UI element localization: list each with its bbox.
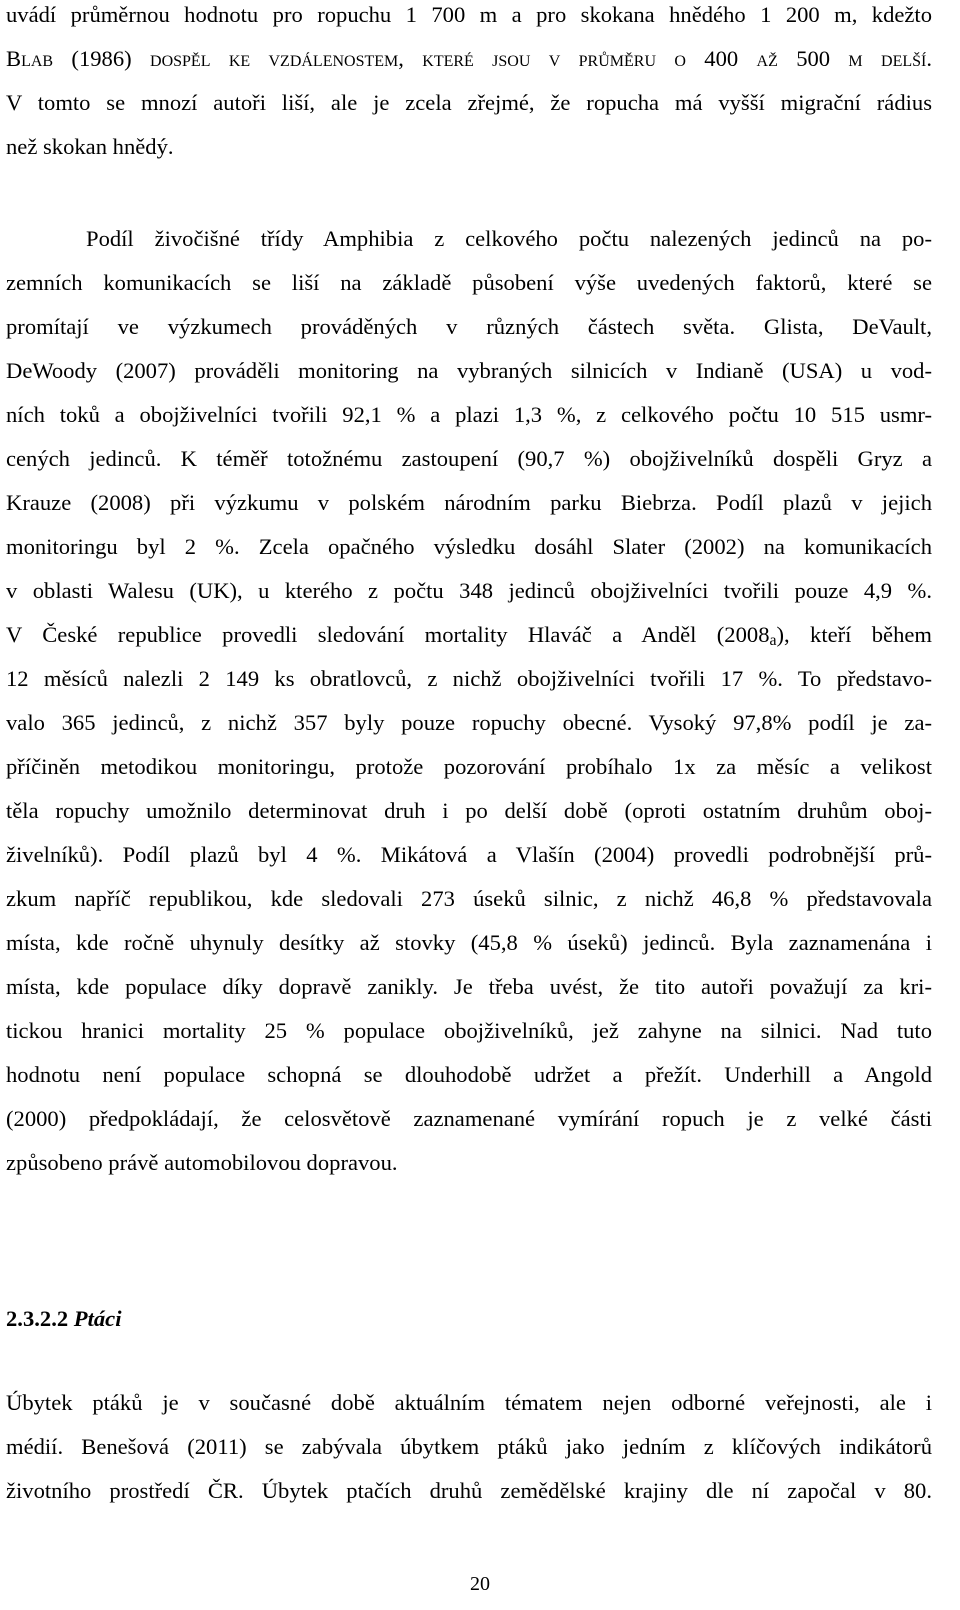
paragraph-2-line: valo 365 jedinců, z nichž 357 byly pouze ropuchy obecné. Vysoký 97,8% podíl je za- xyxy=(6,710,932,735)
line-text: V České republice provedli sledování mortality Hlaváč a Anděl (2008 xyxy=(6,622,770,647)
paragraph-3-line: Úbytek ptáků je v současné době aktuálním tématem nejen odborné veřejnosti, ale i xyxy=(6,1390,932,1415)
paragraph-2-line: příčiněn metodikou monitoringu, protože pozorování probíhalo 1x za měsíc a velikost xyxy=(6,754,932,779)
paragraph-2-line: ních toků a obojživelníci tvořili 92,1 % a plazi 1,3 %, z celkového počtu 10 515 usmr- xyxy=(6,402,932,427)
paragraph-2-line: hodnotu není populace schopná se dlouhodobě udržet a přežít. Underhill a Angold xyxy=(6,1062,932,1087)
paragraph-2-line: místa, kde ročně uhynuly desítky až stovky (45,8 % úseků) jedinců. Byla zaznamenána i xyxy=(6,930,932,955)
section-heading xyxy=(6,1306,121,1332)
paragraph-1-line: V tomto se mnozí autoři liší, ale je zcela zřejmé, že ropucha má vyšší migrační rádius xyxy=(6,90,932,115)
paragraph-2-line: zkum napříč republikou, kde sledovali 273 úseků silnic, z nichž 46,8 % představovala xyxy=(6,886,932,911)
section-title: Ptáci xyxy=(73,1306,122,1331)
line-tail: ), kteří během xyxy=(776,622,932,647)
paragraph-1-line: než skokan hnědý. xyxy=(6,134,174,159)
paragraph-2-line: Podíl živočišné třídy Amphibia z celkového počtu nalezených jedinců na po- xyxy=(86,226,932,251)
paragraph-2-line: DeWoody (2007) prováděli monitoring na vybraných silnicích v Indianě (USA) u vod- xyxy=(6,358,932,383)
paragraph-2-line: těla ropuchy umožnilo determinovat druh i po delší době (oproti ostatním druhům oboj- xyxy=(6,798,932,823)
paragraph-2-line: živelníků). Podíl plazů byl 4 %. Mikátová a Vlašín (2004) provedli podrobnější prů- xyxy=(6,842,932,867)
paragraph-3-line: médií. Benešová (2011) se zabývala úbytkem ptáků jako jedním z klíčových indikátorů xyxy=(6,1434,932,1459)
paragraph-2-line: místa, kde populace díky dopravě zanikly. Je třeba uvést, že tito autoři považují za kri- xyxy=(6,974,932,999)
paragraph-2-line: tickou hranici mortality 25 % populace obojživelníků, jež zahyne na silnici. Nad tuto xyxy=(6,1018,932,1043)
paragraph-2-line: 12 měsíců nalezli 2 149 ks obratlovců, z nichž obojživelníci tvořili 17 %. To představo- xyxy=(6,666,932,691)
paragraph-1-line: Blab (1986) dospěl ke vzdálenostem, které jsou v průměru o 400 až 500 m delší. xyxy=(6,46,932,71)
paragraph-2-line: (2000) předpokládají, že celosvětově zaznamenané vymírání ropuch je z velké části xyxy=(6,1106,932,1131)
section-number: 2.3.2.2 xyxy=(6,1306,69,1331)
paragraph-2-line: zemních komunikacích se liší na základě působení výše uvedených faktorů, které se xyxy=(6,270,932,295)
paragraph-3-line: životního prostředí ČR. Úbytek ptačích druhů zemědělské krajiny dle ní započal v 80. xyxy=(6,1478,932,1503)
paragraph-2-line: Krauze (2008) při výzkumu v polském národním parku Biebrza. Podíl plazů v jejich xyxy=(6,490,932,515)
paragraph-2-line: způsobeno právě automobilovou dopravou. xyxy=(6,1150,398,1175)
page-number: 20 xyxy=(470,1573,490,1595)
paragraph-2-line: cených jedinců. K téměř totožnému zastoupení (90,7 %) obojživelníků dospěli Gryz a xyxy=(6,446,932,471)
paragraph-2-line: v oblasti Walesu (UK), u kterého z počtu 348 jedinců obojživelníci tvořili pouze 4,9 %. xyxy=(6,578,932,603)
paragraph-2-line: promítají ve výzkumech prováděných v různých částech světa. Glista, DeVault, xyxy=(6,314,932,339)
subscript: a xyxy=(769,632,777,649)
paragraph-2-line: monitoringu byl 2 %. Zcela opačného výsledku dosáhl Slater (2002) na komunikacích xyxy=(6,534,932,559)
paragraph-1-line: uvádí průměrnou hodnotu pro ropuchu 1 700 m a pro skokana hnědého 1 200 m, kdežto xyxy=(6,2,932,27)
paragraph-2-line-with-subscript xyxy=(6,622,932,648)
